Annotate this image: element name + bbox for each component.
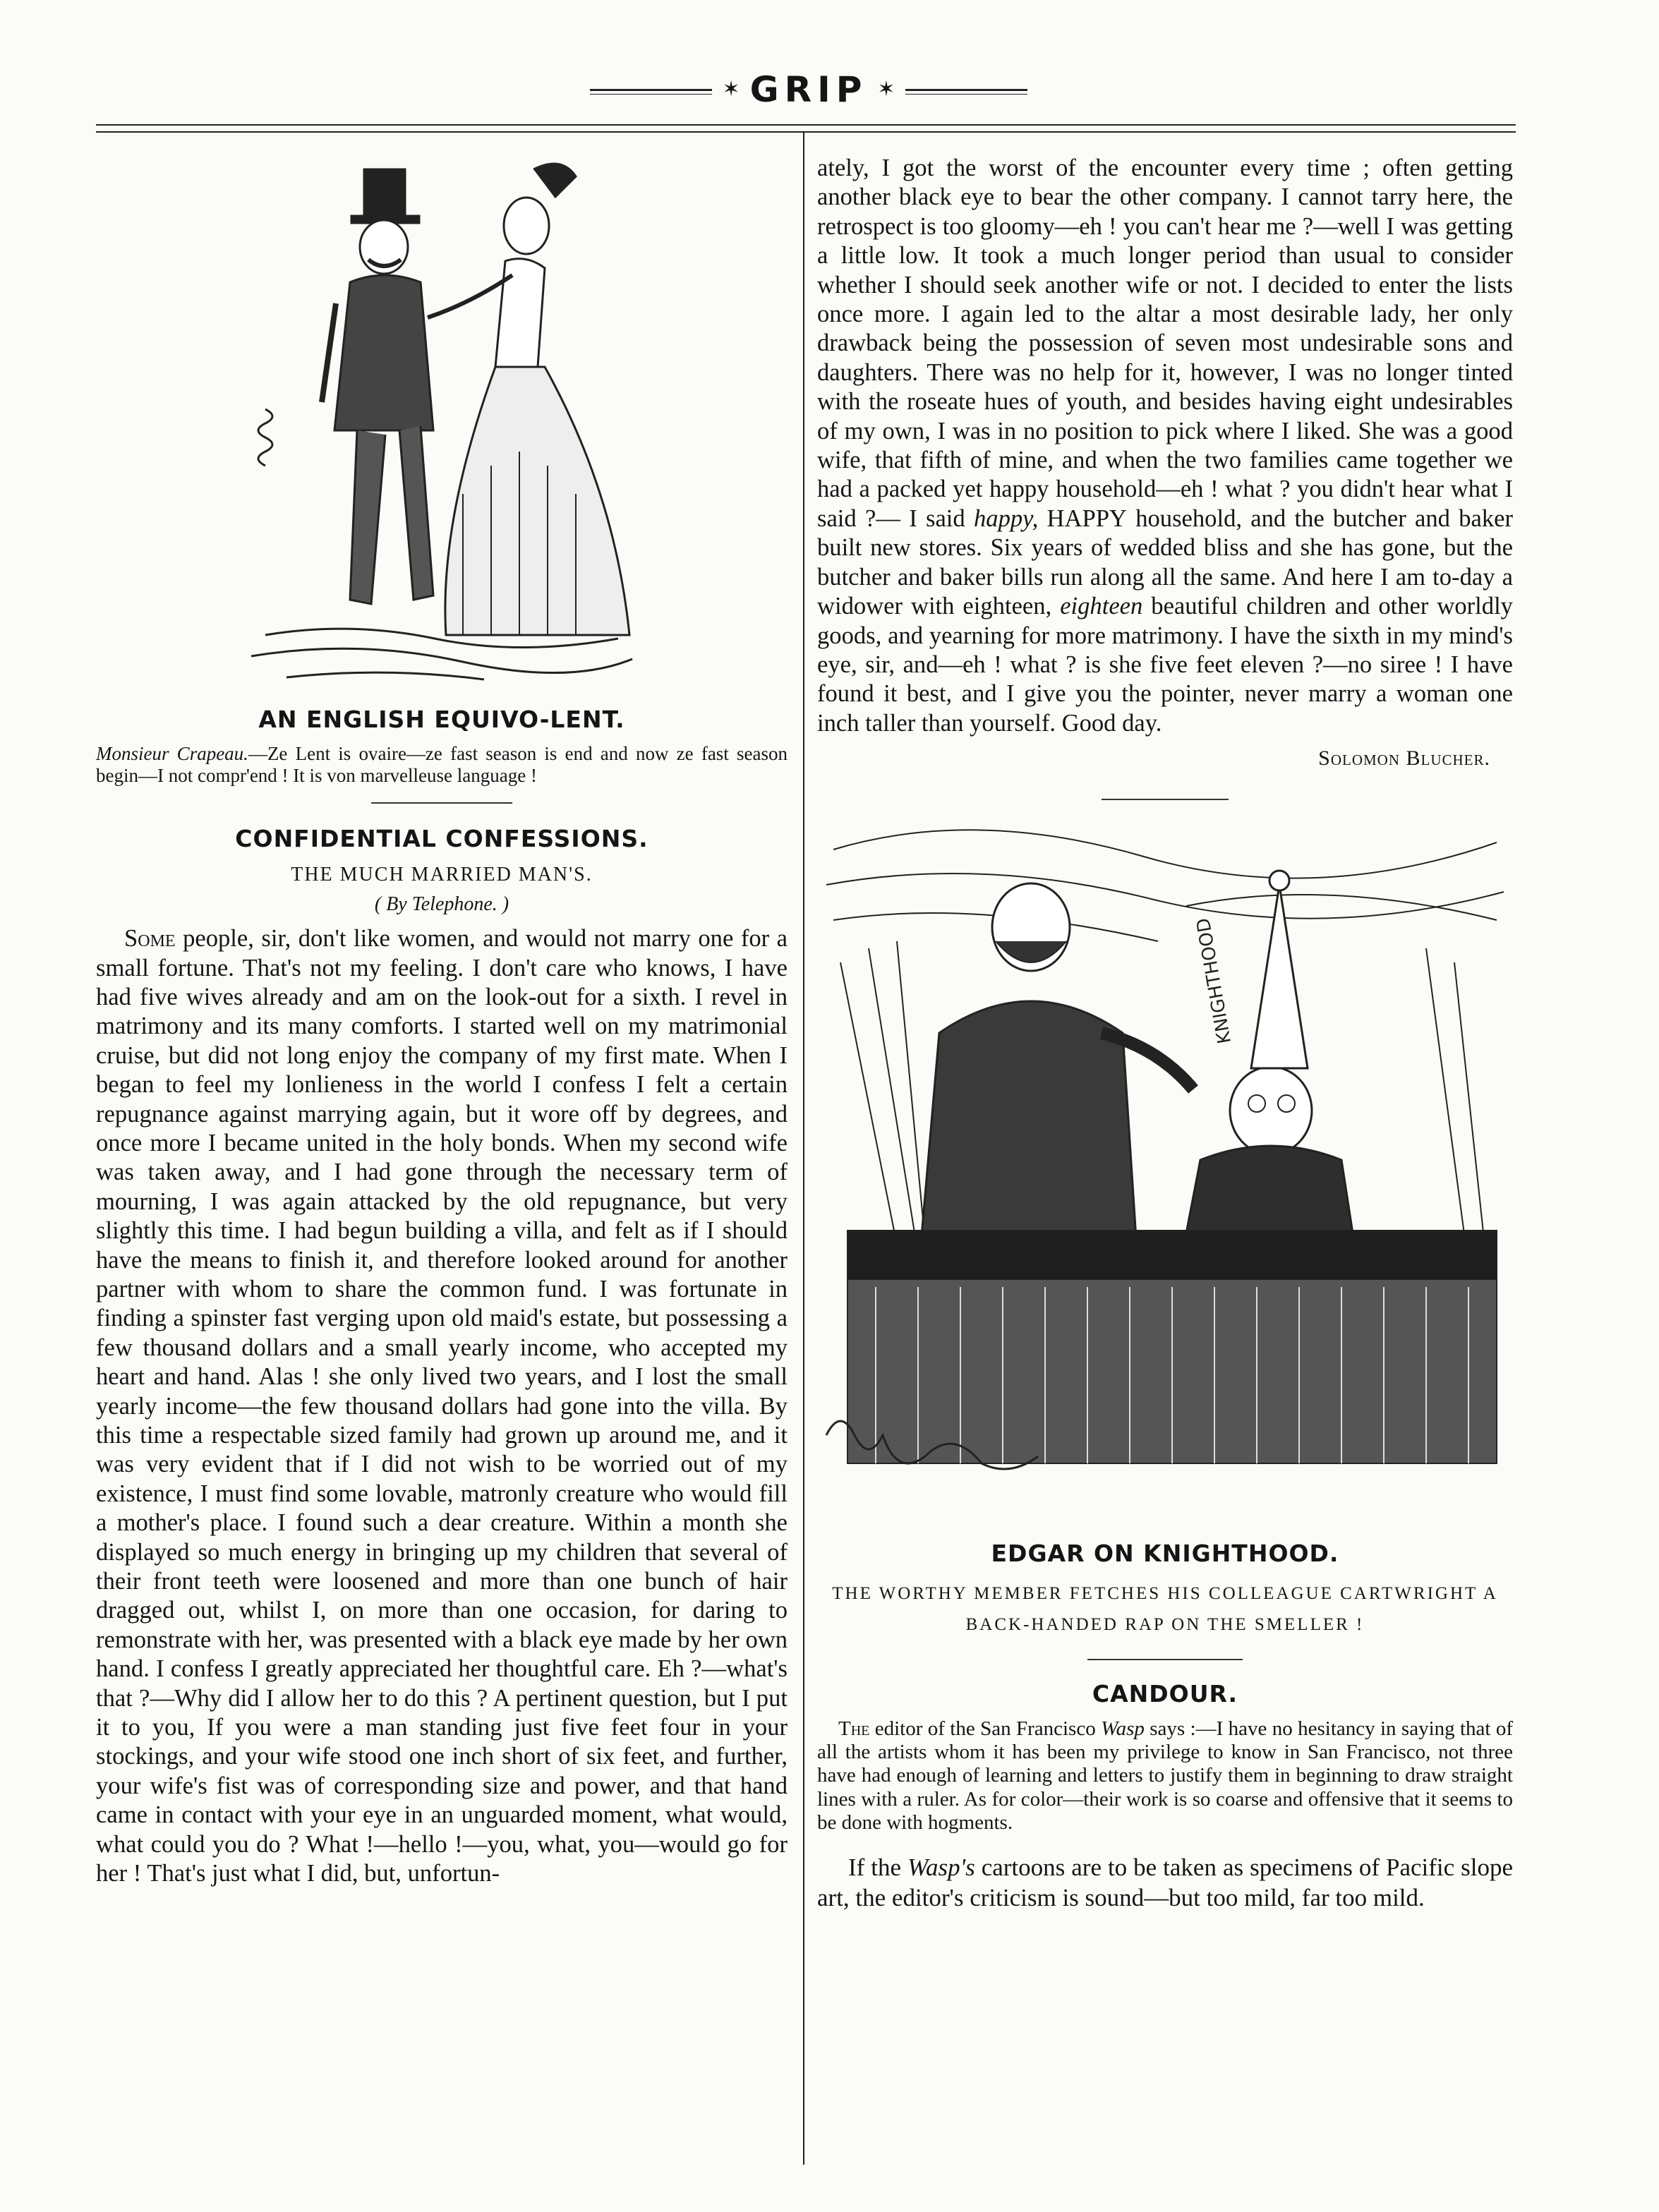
- masthead-rule-right: [905, 89, 1027, 91]
- emphasis-happy: happy,: [973, 504, 1039, 532]
- emphasis-eighteen: eighteen: [1060, 593, 1143, 620]
- caps-happy: HAPPY: [1046, 504, 1127, 532]
- star-ornament-icon: ✶: [722, 78, 740, 101]
- masthead-title: GRIP: [749, 69, 868, 110]
- article-subtitle: THE MUCH MARRIED MAN'S.: [291, 864, 593, 886]
- section-divider: [1087, 1659, 1243, 1660]
- candour-comment: [817, 1853, 1513, 1913]
- cartoon-edgar-on-knighthood: [819, 821, 1511, 1534]
- article-body-right: [817, 154, 1513, 738]
- candour-quote-a: editor of the San Francisco: [874, 1717, 1096, 1740]
- cartoon-drawing: [819, 821, 1511, 1534]
- article-signature: Solomon Blucher.: [1318, 747, 1490, 770]
- article-text-right-2: household, and the butcher and baker built new stores. Six years of wedded bliss and she has gone, but the butcher and baker bills run along all the same. And here I am to-day a widower with eighteen,: [817, 504, 1513, 620]
- candour-comment-b: cartoons are to be taken as specimens of Pacific slope art, the editor's criticism is sound—but too mild, far too mild.: [817, 1854, 1514, 1912]
- article-text-right-3: beautiful children and other worldly goods, and yearning for more matrimony. I have the sixth in my mind's eye, sir, and—eh ! what ? is she five feet eleven ?—no siree ! I have found it best, and I give you the pointer, never marry a woman one inch taller than yourself. Good day.: [817, 593, 1513, 737]
- hat-label: KNIGHTHOOD: [1193, 916, 1236, 1046]
- cartoon-english-equivo-lent: [223, 141, 660, 691]
- opening-word: Some: [124, 925, 176, 953]
- left-column: [96, 141, 788, 1889]
- article-byline: ( By Telephone. ): [374, 893, 509, 916]
- publication-name-possessive: Wasp's: [907, 1854, 975, 1882]
- section-divider: [371, 802, 512, 804]
- header-rule: [96, 124, 1516, 126]
- section-divider: [1102, 799, 1229, 800]
- candour-quote-b: says :—I have no hesitancy in saying that of all the artists whom it has been my privilege to know in San Francisco, not three have had enough of learning and letters to justify them in beginning to draw straight lines with a ruler. As for color—their work is so coarse and offensive that it seems to be done with hogments.: [817, 1717, 1514, 1834]
- article-title: CONFIDENTIAL CONFESSIONS.: [235, 825, 648, 853]
- header-rule: [96, 131, 1516, 133]
- cartoon1-title: AN ENGLISH EQUIVO-LENT.: [258, 706, 625, 733]
- masthead-rule-left: [590, 89, 712, 91]
- cartoon1-dialogue: [96, 743, 788, 787]
- candour-quote: [817, 1717, 1513, 1835]
- dialogue-text: —Ze Lent is ovaire—ze fast season is end and now ze fast season begin—I not compr'end ! It is von marvelleuse language !: [96, 743, 788, 787]
- cartoon2-caption: THE WORTHY MEMBER FETCHES HIS COLLEAGUE CARTWRIGHT A BACK-HANDED RAP ON THE SMELLER !: [832, 1584, 1498, 1634]
- candour-comment-a: If the: [848, 1854, 902, 1882]
- candour-first-word: The: [838, 1717, 870, 1740]
- right-column: [817, 154, 1513, 1914]
- masthead: [590, 65, 1027, 114]
- candour-title: CANDOUR.: [1092, 1679, 1238, 1708]
- column-divider: [803, 133, 804, 2165]
- cartoon-drawing: [223, 141, 660, 691]
- star-ornament-icon: ✶: [877, 78, 895, 101]
- publication-name: Wasp: [1101, 1717, 1145, 1740]
- cartoon2-title: EDGAR ON KNIGHTHOOD.: [991, 1540, 1339, 1568]
- article-text-right-1: ately, I got the worst of the encounter every time ; often getting another black eye to bear the other company. I cannot tarry here, the retrospect is too gloomy—eh ! you can't hear me ?—well I was getting a little low. It took a much longer period than usual to consider whether I should seek another wife or not. I decided to enter the lists once more. I again led to the altar a most desirable lady, her only drawback being the possession of seven most undesirable sons and daughters. There was no help for it, however, I was no longer tinted with the roseate hues of youth, and besides having eight undesirables of my own, I was in no position to pick where I liked. She was a good wife, that fifth of mine, and when the two families came together we had a packed yet happy household—eh ! what ? you didn't hear what I said ?— I said: [817, 155, 1513, 532]
- article-body-left: [96, 924, 788, 1888]
- article-text-left: people, sir, don't like women, and would not marry one for a small fortune. That's not my feeling. I don't care who knows, I have had five wives already and am on the look-out for a sixth. I revel in matrimony and its many comforts. I started well on my matrimonial cruise, but did not long enjoy the company of my first mate. When I began to feel my lonlieness in the world I confess I felt a certain repugnance against marrying again, but it wore off by degrees, and once more I became united in the holy bonds. When my second wife was taken away, and I had gone through the necessary term of mourning, I was again attacked by the old repugnance, but very slightly this time. I had begun building a villa, and felt as if I should have the means to finish it, and therefore looked around for another partner with whom to share the common fund. I was fortunate in finding a spinster fast verging upon old maid's estate, but possessing a few thousand dollars and a small yearly income, who accepted my heart and hand. Alas ! she only lived two years, and I lost the small yearly income—the few thousand dollars had gone into the villa. By this time a respectable sized family had grown up around me, and it was very evident that if I did not wish to be worried out of my existence, I must find some lovable, matronly creature who would fill a mother's place. I found such a dear creature. Within a month she displayed so much energy in bringing up my children that several of their front teeth were loosened and more than one bunch of hair dragged out, whilst I, on more than one occasion, for daring to remonstrate with her, was presented with a black eye made by her own hand. I confess I greatly appreciated her thoughtful care. Eh ?—what's that ?—Why did I allow her to do this ? A pertinent question, but I put it to you, If you were a man standing just five feet four in your stockings, and your wife stood one inch short of six feet, and further, your wife's fist was of corresponding size and power, and that hand came in contact with your eye in an unguarded moment, what would, what could you do ? What !—hello !—you, what, you—would go for her ! That's just what I did, but, unfortun-: [96, 925, 788, 1887]
- speaker-name: Monsieur Crapeau.: [96, 743, 248, 764]
